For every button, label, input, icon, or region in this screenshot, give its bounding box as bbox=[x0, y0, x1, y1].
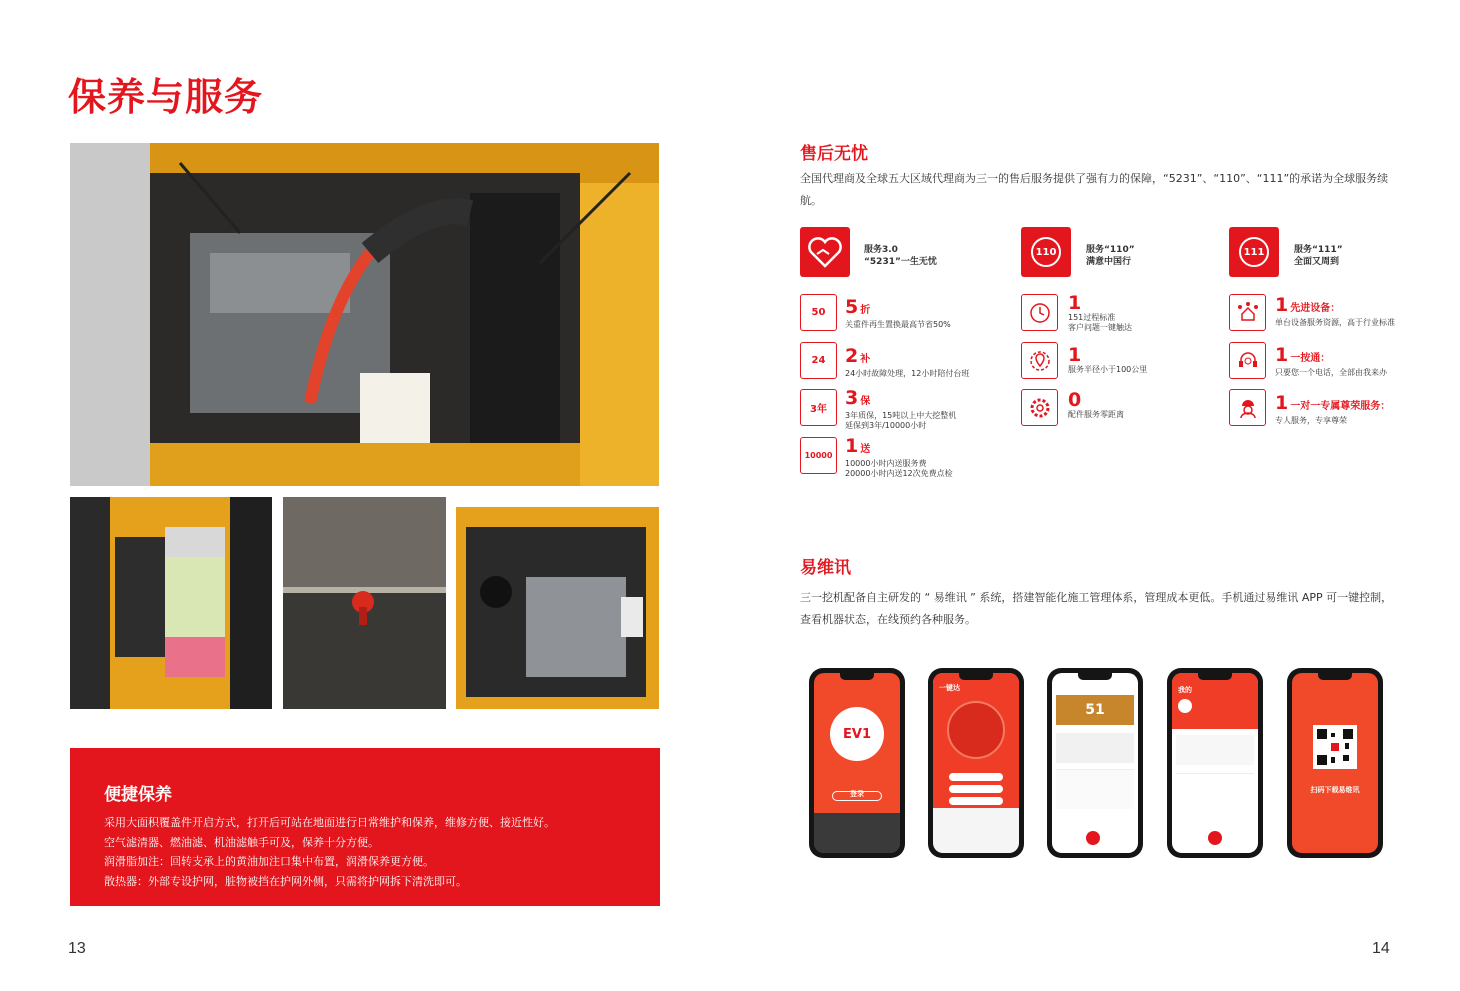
promo-banner[interactable]: 51 bbox=[1056, 695, 1134, 725]
radiator-illustration bbox=[456, 507, 659, 709]
aftersales-intro: 全国代理商及全球五大区域代理商为三一的售后服务提供了强有力的保障，“5231”、“110”、“111”的承诺为全球服务续航。 bbox=[800, 172, 1389, 207]
fuel-filter-photo bbox=[70, 497, 272, 709]
location-icon bbox=[1021, 342, 1058, 379]
phone-splash-screen bbox=[809, 668, 905, 858]
column-header-label: 服务“110” 满意中国行 bbox=[1086, 245, 1135, 267]
qr-caption: 扫码下载易维讯 bbox=[1310, 786, 1360, 794]
service-item: 1 先进设备： 单台设备服务资源，高于行业标准 bbox=[1275, 294, 1395, 327]
home-header: 一键达 bbox=[939, 684, 960, 692]
engine-bay-illustration bbox=[70, 143, 659, 486]
fuel-filter-illustration bbox=[70, 497, 272, 709]
service-item: 0 配件服务零距离 bbox=[1068, 389, 1124, 419]
engineer-icon bbox=[1229, 389, 1266, 426]
splash-button-label: 登录 bbox=[850, 790, 864, 798]
phone-profile-screen bbox=[1167, 668, 1263, 858]
qr-code bbox=[1313, 725, 1357, 769]
page-title: 保养与服务 bbox=[68, 75, 264, 119]
clock-icon bbox=[1021, 294, 1058, 331]
network-house-icon bbox=[1229, 294, 1266, 331]
feature-line: 采用大面积覆盖件开启方式，打开后可站在地面进行日常维护和保养，维修方便、接近性好。 bbox=[104, 816, 555, 829]
column-header-label: 服务“111” 全面又周到 bbox=[1294, 245, 1343, 267]
feature-line: 空气滤清器、燃油滤、机油滤触手可及，保养十分方便。 bbox=[104, 835, 379, 849]
10000-gauge-icon: 10000 bbox=[800, 437, 837, 474]
evi-title: 易维讯 bbox=[800, 558, 851, 578]
heart-handshake-icon bbox=[800, 227, 850, 277]
phone-banner-screen bbox=[1047, 668, 1143, 858]
page-number-left: 13 bbox=[68, 940, 86, 957]
engine-bay-photo bbox=[70, 143, 659, 486]
50-badge-icon: 50 bbox=[800, 294, 837, 331]
111-hands-icon: 111 bbox=[1229, 227, 1279, 277]
service-item: 1 送 10000小时内送服务费 20000小时内送12次免费点检 bbox=[845, 435, 953, 478]
service-item: 1 151过程标准 客户问题一键触达 bbox=[1068, 292, 1132, 332]
service-item: 5 折 关重件再生置换最高节省50% bbox=[845, 296, 951, 329]
feature-line: 散热器：外部专设护网，脏物被挡在护网外侧，只需将护网拆下清洗即可。 bbox=[104, 874, 467, 888]
110-hands-icon: 110 bbox=[1021, 227, 1071, 277]
evi-logo: EV1 bbox=[830, 707, 884, 761]
grease-nipple-photo bbox=[283, 497, 446, 709]
convenient-maintenance-box bbox=[70, 748, 660, 906]
grease-nipple-illustration bbox=[283, 497, 446, 709]
24h-icon: 24 bbox=[800, 342, 837, 379]
aftersales-title: 售后无忧 bbox=[800, 144, 868, 164]
qr-code-icon bbox=[1317, 729, 1353, 765]
page-number-right: 14 bbox=[1372, 940, 1390, 957]
radiator-photo bbox=[456, 507, 659, 709]
feature-line: 润滑脂加注：回转支承上的黄油加注口集中布置，润滑保养更方便。 bbox=[104, 855, 434, 868]
phone-home-screen bbox=[928, 668, 1024, 858]
gear-icon bbox=[1021, 389, 1058, 426]
service-item: 1 一对一专属尊荣服务： 专人服务，专享尊荣 bbox=[1275, 392, 1391, 425]
phone-qrcode-screen bbox=[1287, 668, 1383, 858]
feature-box-title: 便捷保养 bbox=[104, 785, 172, 805]
service-item: 1 服务半径小于100公里 bbox=[1068, 344, 1148, 374]
column-header-label: 服务3.0 “5231”一生无忧 bbox=[864, 245, 937, 267]
profile-header: 我的 bbox=[1178, 686, 1192, 694]
service-item: 3 保 3年质保，15吨以上中大挖整机 延保到3年/10000小时 bbox=[845, 387, 957, 430]
evi-intro: 三一挖机配备自主研发的 “ 易维讯 ” 系统，搭建智能化施工管理体系，管理成本更低。手机通过易维讯 APP 可一键控制， 查看机器状态，在线预约各种服务。 bbox=[800, 591, 1393, 626]
service-item: 2 补 24小时故障处理，12小时陪付台班 bbox=[845, 345, 970, 378]
headset-icon bbox=[1229, 342, 1266, 379]
3year-shield-icon: 3年 bbox=[800, 389, 837, 426]
service-item: 1 一按通： 只要您一个电话，全部由我来办 bbox=[1275, 344, 1387, 377]
